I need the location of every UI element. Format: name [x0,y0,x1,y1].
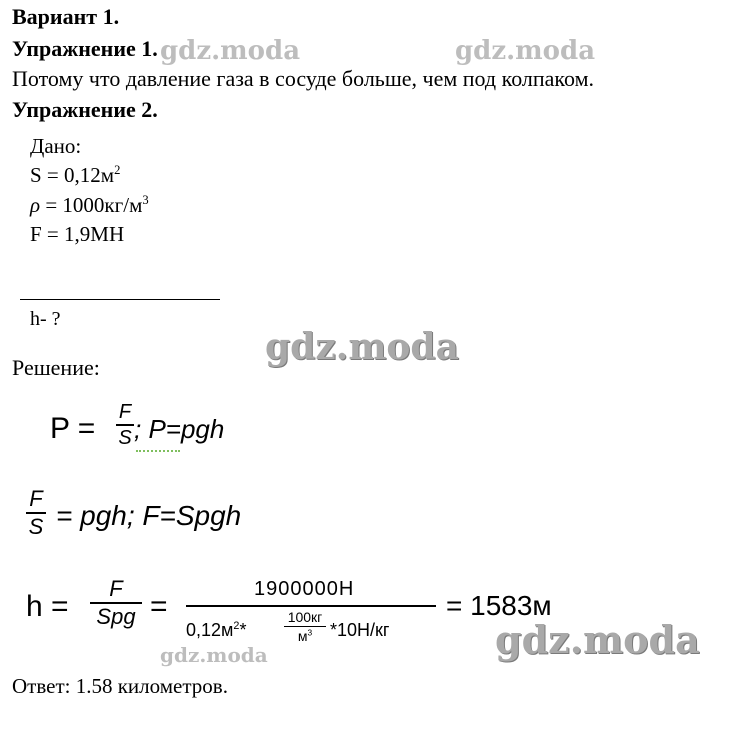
exercise-1-title: Упражнение 1. [12,36,158,61]
given-density-exponent: 3 [142,193,149,207]
formula-2-rest: = pgh; F=Spgh [56,500,242,531]
formula-3-numerator: 1900000Н [254,578,355,600]
fraction-numerator: F [29,486,43,511]
formula-3-result: = 1583м [446,590,552,621]
variant-title: Вариант 1. [12,4,120,29]
watermark: gdz.moda [160,36,301,66]
watermark: gdz.moda [265,326,459,368]
formula-3-equals: = [150,590,168,623]
given-area-text: S = 0,12м [30,163,115,187]
denominator-area-exponent: 2 [233,620,240,632]
given-divider [20,299,220,300]
fraction-numerator: 100кг [287,609,323,625]
solution-label: Решение: [12,355,100,380]
formula-1-lhs: P = [50,412,96,445]
formula-3-inner-fraction [284,610,326,643]
fraction-denominator [298,629,312,643]
given-area [30,163,120,188]
given-density [30,193,149,218]
final-answer: Ответ: 1.58 километров. [12,674,228,698]
watermark: gdz.moda [455,36,596,66]
rho-symbol: ρ [30,193,41,217]
fraction-denominator: S [118,427,132,449]
fraction-denominator: S [28,514,44,539]
fraction-denominator: Spg [96,604,136,629]
formula-3-fraction-1 [90,578,142,628]
formula-2-fraction [26,488,46,538]
fraction-numerator: F [109,576,123,601]
watermark: gdz.moda [495,617,700,662]
formula-1-fraction [116,402,134,448]
formula-3-denominator-a [186,620,246,641]
fraction-bar [116,424,134,426]
inner-denominator-exponent: 3 [307,627,313,638]
formula-3-lhs: h = [26,590,69,623]
watermark: gdz.moda [160,643,268,667]
given-force: F = 1,9МН [30,222,125,246]
given-label: Дано: [30,134,82,158]
exercise-2-title: Упражнение 2. [12,97,158,122]
formula-1-rest: ; P=pgh [134,414,225,444]
given-density-text: = 1000кг/м [40,193,143,217]
exercise-1-answer: Потому что давление газа в сосуде больше, чем под колпаком. [12,66,594,91]
formula-3-denominator-b: *10Н/кг [330,620,390,640]
multiply-sign: * [239,620,247,640]
given-area-exponent: 2 [114,163,121,177]
fraction-numerator: F [118,401,132,423]
fraction-bar [284,626,326,627]
formula-3-main-bar [186,605,436,607]
denominator-area: 0,12м [186,620,234,640]
find-height: h- ? [30,308,61,330]
spellcheck-underline [136,446,180,452]
inner-denominator-unit: м [297,628,308,644]
